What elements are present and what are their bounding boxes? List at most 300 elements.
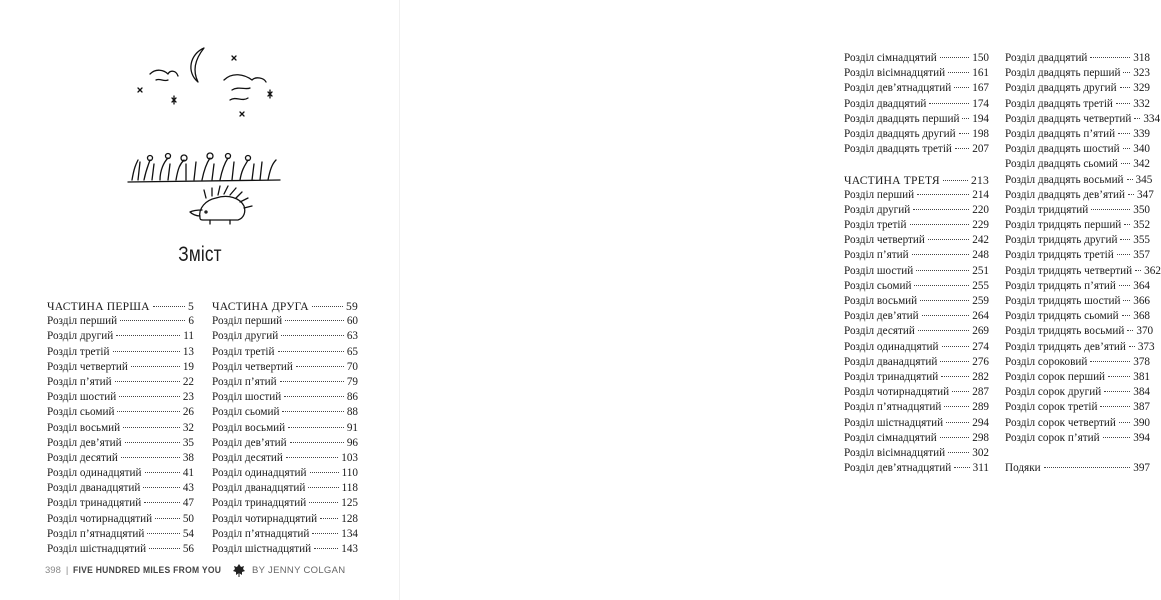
toc-entry bbox=[844, 203, 989, 218]
toc-entry bbox=[212, 314, 358, 329]
toc-entry-page: 345 bbox=[1135, 173, 1153, 186]
toc-entry-label: Розділ тридцять сьомий bbox=[1005, 310, 1119, 323]
toc-entry-label: Розділ дванадцятий bbox=[844, 355, 938, 368]
toc-entry bbox=[212, 375, 358, 390]
toc-entry-page: 229 bbox=[972, 219, 989, 232]
toc-entry-page: 22 bbox=[182, 375, 194, 388]
toc-entry-label: Розділ двадцять третій bbox=[844, 143, 952, 156]
left-page bbox=[0, 0, 400, 600]
toc-entry-page: 26 bbox=[182, 406, 194, 419]
toc-entry-label: Розділ десятий bbox=[212, 451, 283, 464]
toc-entry bbox=[1005, 97, 1150, 112]
toc-entry-page: 287 bbox=[972, 386, 989, 399]
toc-entry-page: 276 bbox=[972, 355, 989, 368]
toc-entry-label: Розділ п’ятий bbox=[212, 375, 277, 388]
toc-entry bbox=[1005, 340, 1155, 355]
book-title: FIVE HUNDRED MILES FROM YOU bbox=[73, 564, 222, 576]
toc-entry-page: 214 bbox=[972, 188, 989, 201]
toc-entry bbox=[1005, 188, 1154, 203]
toc-entry-page: 143 bbox=[341, 543, 358, 555]
toc-leader-dots bbox=[1120, 87, 1131, 88]
toc-entry bbox=[844, 127, 989, 142]
toc-leader-dots bbox=[1124, 224, 1130, 225]
toc-entry-page: 50 bbox=[182, 512, 194, 525]
toc-entry bbox=[844, 97, 989, 112]
toc-entry-label: Розділ двадцять перший bbox=[844, 112, 960, 125]
toc-leader-dots bbox=[120, 320, 185, 321]
toc-entry bbox=[1005, 81, 1150, 96]
toc-entry-page: 373 bbox=[1137, 340, 1155, 353]
toc-entry bbox=[212, 329, 358, 344]
toc-entry-page: 248 bbox=[972, 249, 989, 262]
toc-entry bbox=[1005, 461, 1150, 476]
toc-entry-label: Розділ восьмий bbox=[47, 421, 121, 434]
toc-entry-page: 352 bbox=[1133, 219, 1151, 232]
toc-leader-dots bbox=[286, 457, 338, 458]
toc-entry-label: Розділ сьомий bbox=[47, 406, 115, 419]
toc-entry-page: 342 bbox=[1133, 158, 1150, 171]
toc-entry-page: 366 bbox=[1133, 295, 1150, 307]
toc-entry-label: ЧАСТИНА ПЕРША bbox=[47, 300, 150, 313]
toc-leader-dots bbox=[920, 300, 969, 301]
toc-entry bbox=[212, 466, 358, 481]
toc-leader-dots bbox=[1108, 376, 1130, 377]
toc-entry-label: Розділ двадцять дев’ятий bbox=[1005, 188, 1126, 201]
toc-entry-page: 334 bbox=[1143, 112, 1161, 125]
toc-leader-dots bbox=[288, 427, 344, 428]
toc-entry bbox=[844, 188, 989, 203]
toc-entry-label: Розділ сорок п’ятий bbox=[1005, 431, 1100, 444]
toc-entry-page: 86 bbox=[346, 391, 358, 404]
toc-entry-label: Розділ третій bbox=[212, 345, 275, 358]
toc-leader-dots bbox=[1135, 270, 1141, 271]
toc-entry-label: Розділ третій bbox=[844, 219, 907, 232]
toc-entry bbox=[212, 527, 358, 542]
toc-leader-dots bbox=[1121, 163, 1130, 164]
hedgehog-icon bbox=[200, 196, 245, 220]
toc-entry-page: 11 bbox=[183, 330, 194, 343]
toc-entry bbox=[47, 421, 194, 436]
toc-leader-dots bbox=[918, 330, 969, 331]
toc-leader-dots bbox=[281, 335, 344, 336]
toc-entry-label: Розділ четвертий bbox=[212, 360, 293, 373]
toc-entry-label: Розділ п’ятнадцятий bbox=[47, 527, 145, 540]
toc-leader-dots bbox=[155, 518, 180, 519]
toc-leader-dots bbox=[959, 133, 970, 134]
toc-column-4 bbox=[1005, 51, 1161, 476]
toc-entry bbox=[1005, 112, 1161, 127]
toc-leader-dots bbox=[1090, 57, 1130, 58]
toc-column-1 bbox=[47, 299, 194, 557]
toc-leader-dots bbox=[131, 366, 180, 367]
toc-entry-label: Розділ десятий bbox=[844, 325, 915, 338]
toc-leader-dots bbox=[1129, 346, 1135, 347]
toc-entry bbox=[1005, 248, 1150, 263]
toc-leader-dots bbox=[1123, 148, 1131, 149]
leaf-icon bbox=[232, 563, 246, 577]
toc-entry bbox=[844, 112, 989, 127]
toc-leader-dots bbox=[1127, 179, 1133, 180]
toc-entry-page: 63 bbox=[346, 330, 358, 343]
toc-entry bbox=[1005, 294, 1150, 309]
toc-entry-label: Розділ двадцять третій bbox=[1005, 97, 1113, 110]
toc-entry-label: Розділ двадцять сьомий bbox=[1005, 158, 1118, 171]
toc-entry bbox=[844, 294, 989, 309]
toc-leader-dots bbox=[125, 442, 180, 443]
toc-leader-dots bbox=[1119, 422, 1130, 423]
toc-leader-dots bbox=[1104, 391, 1130, 392]
toc-entry-label: Розділ одинадцятий bbox=[47, 467, 142, 480]
toc-entry-page: 96 bbox=[346, 436, 358, 449]
toc-entry bbox=[844, 431, 989, 446]
footer-separator: | bbox=[65, 564, 69, 576]
toc-entry-page: 368 bbox=[1133, 310, 1150, 323]
toc-entry-label: Розділ другий bbox=[47, 330, 114, 343]
toc-leader-dots bbox=[145, 472, 180, 473]
toc-entry-page: 19 bbox=[182, 360, 194, 373]
toc-entry-label: Розділ десятий bbox=[47, 451, 118, 464]
toc-entry bbox=[1005, 173, 1153, 188]
page-number: 398 bbox=[45, 564, 61, 576]
toc-entry-page: 220 bbox=[972, 203, 989, 216]
toc-part-heading bbox=[212, 299, 358, 314]
toc-entry bbox=[47, 527, 194, 542]
toc-entry-label: Розділ тридцять перший bbox=[1005, 219, 1122, 232]
toc-entry bbox=[844, 81, 989, 96]
toc-leader-dots bbox=[948, 72, 969, 73]
toc-entry-label: Розділ другий bbox=[844, 203, 911, 216]
toc-entry bbox=[844, 324, 989, 339]
right-page bbox=[400, 0, 1161, 600]
toc-entry-label: Розділ сьомий bbox=[844, 279, 912, 292]
toc-leader-dots bbox=[914, 285, 969, 286]
toc-entry bbox=[47, 405, 194, 420]
toc-entry-page: 274 bbox=[972, 340, 989, 353]
toc-leader-dots bbox=[113, 351, 180, 352]
toc-leader-dots bbox=[1128, 194, 1134, 195]
toc-leader-dots bbox=[954, 467, 969, 468]
toc-leader-dots bbox=[922, 315, 970, 316]
toc-leader-dots bbox=[929, 103, 969, 104]
toc-leader-dots bbox=[312, 306, 343, 307]
toc-leader-dots bbox=[116, 335, 180, 336]
toc-entry-label: Розділ сорок другий bbox=[1005, 386, 1102, 399]
toc-entry-label: Розділ перший bbox=[844, 188, 915, 201]
toc-leader-dots bbox=[955, 148, 969, 149]
toc-entry bbox=[1005, 431, 1150, 446]
toc-entry-label: Розділ двадцять другий bbox=[1005, 82, 1117, 95]
toc-entry-label: Розділ двадцятий bbox=[1005, 52, 1088, 64]
toc-entry-label: Розділ тридцять четвертий bbox=[1005, 264, 1133, 277]
toc-entry-page: 370 bbox=[1136, 325, 1154, 338]
toc-entry-page: 38 bbox=[182, 451, 194, 464]
toc-entry-page: 65 bbox=[346, 345, 358, 358]
toc-entry bbox=[47, 390, 194, 405]
toc-entry-label: Розділ дев’ятнадцятий bbox=[844, 462, 952, 475]
toc-entry bbox=[212, 345, 358, 360]
toc-entry-label: Розділ сорок третій bbox=[1005, 401, 1098, 414]
toc-entry bbox=[1005, 233, 1150, 248]
toc-entry-page: 347 bbox=[1137, 188, 1154, 201]
toc-leader-dots bbox=[285, 320, 344, 321]
toc-entry-page: 390 bbox=[1133, 416, 1150, 429]
toc-entry bbox=[1005, 142, 1150, 157]
toc-entry-label: Розділ перший bbox=[47, 315, 118, 328]
toc-entry-page: 397 bbox=[1133, 462, 1150, 475]
toc-entry-page: 167 bbox=[972, 82, 989, 95]
toc-entry bbox=[1005, 127, 1150, 142]
toc-entry bbox=[844, 385, 989, 400]
toc-entry-label: Розділ тридцять п’ятий bbox=[1005, 279, 1116, 292]
toc-entry-page: 282 bbox=[972, 370, 989, 383]
toc-entry-page: 118 bbox=[341, 482, 358, 495]
toc-entry-page: 255 bbox=[972, 279, 989, 292]
toc-entry bbox=[47, 314, 194, 329]
toc-part-heading bbox=[47, 299, 194, 314]
toc-leader-dots bbox=[153, 306, 185, 307]
toc-entry-page: 174 bbox=[972, 97, 989, 110]
toc-entry-page: 41 bbox=[182, 467, 194, 480]
page-title: Зміст bbox=[178, 243, 222, 266]
toc-leader-dots bbox=[1100, 406, 1130, 407]
toc-entry-label: Розділ чотирнадцятий bbox=[47, 512, 153, 525]
toc-entry bbox=[844, 66, 989, 81]
toc-entry bbox=[844, 264, 989, 279]
toc-entry-page: 378 bbox=[1133, 355, 1150, 368]
toc-leader-dots bbox=[312, 533, 338, 534]
toc-entry-page: 213 bbox=[971, 173, 989, 187]
toc-entry-page: 79 bbox=[346, 375, 358, 388]
toc-entry bbox=[212, 421, 358, 436]
toc-entry-label: ЧАСТИНА ДРУГА bbox=[212, 300, 309, 313]
toc-entry bbox=[1005, 324, 1154, 339]
toc-entry-page: 362 bbox=[1144, 264, 1161, 277]
toc-leader-dots bbox=[1123, 72, 1130, 73]
toc-entry-page: 59 bbox=[346, 300, 358, 313]
toc-entry bbox=[47, 451, 194, 466]
toc-leader-dots bbox=[115, 381, 180, 382]
toc-entry bbox=[1005, 416, 1150, 431]
toc-entry-label: Розділ вісімнадцятий bbox=[844, 446, 946, 459]
toc-entry bbox=[47, 329, 194, 344]
toc-entry-page: 56 bbox=[182, 543, 194, 555]
toc-entry bbox=[47, 375, 194, 390]
toc-entry-label: Розділ четвертий bbox=[47, 360, 128, 373]
toc-entry-page: 269 bbox=[972, 325, 989, 338]
toc-entry-label: Розділ восьмий bbox=[844, 295, 918, 307]
page-footer bbox=[45, 563, 345, 577]
toc-entry-label: Розділ дванадцятий bbox=[212, 482, 306, 495]
toc-entry-label: Подяки bbox=[1005, 462, 1041, 475]
toc-entry bbox=[212, 512, 358, 527]
toc-entry bbox=[1005, 370, 1150, 385]
toc-entry-page: 91 bbox=[346, 421, 358, 434]
toc-entry bbox=[844, 248, 989, 263]
toc-spacer bbox=[1005, 446, 1150, 461]
toc-entry-label: Розділ шостий bbox=[47, 391, 117, 404]
toc-entry-label: Розділ дев’ятий bbox=[212, 436, 287, 449]
toc-entry bbox=[47, 481, 194, 496]
toc-entry-page: 381 bbox=[1133, 370, 1150, 383]
toc-entry-label: Розділ тридцять восьмий bbox=[1005, 325, 1125, 338]
toc-entry-page: 128 bbox=[341, 512, 358, 525]
toc-entry-page: 298 bbox=[972, 431, 989, 444]
toc-entry bbox=[212, 451, 358, 466]
toc-leader-dots bbox=[123, 427, 180, 428]
toc-entry bbox=[212, 481, 358, 496]
toc-entry-page: 340 bbox=[1133, 143, 1150, 156]
toc-leader-dots bbox=[1119, 285, 1130, 286]
toc-leader-dots bbox=[119, 396, 180, 397]
toc-leader-dots bbox=[320, 518, 338, 519]
toc-entry-page: 329 bbox=[1133, 82, 1150, 95]
toc-entry-label: Розділ тридцятий bbox=[1005, 203, 1089, 216]
toc-entry-page: 251 bbox=[972, 264, 989, 277]
toc-entry-label: Розділ вісімнадцятий bbox=[844, 67, 946, 80]
toc-leader-dots bbox=[144, 502, 180, 503]
toc-entry-label: Розділ чотирнадцятий bbox=[844, 386, 950, 399]
toc-entry bbox=[47, 512, 194, 527]
toc-leader-dots bbox=[1123, 300, 1130, 301]
toc-leader-dots bbox=[948, 452, 969, 453]
toc-entry bbox=[47, 466, 194, 481]
toc-entry-label: Розділ шістнадцятий bbox=[844, 416, 944, 429]
toc-leader-dots bbox=[942, 346, 970, 347]
toc-leader-dots bbox=[910, 224, 970, 225]
toc-entry-label: Розділ тридцять другий bbox=[1005, 234, 1118, 247]
toc-entry bbox=[47, 436, 194, 451]
toc-entry bbox=[844, 416, 989, 431]
toc-entry-label: Розділ дванадцятий bbox=[47, 482, 141, 495]
hedgehog-night-illustration bbox=[120, 40, 290, 230]
toc-entry-label: Розділ одинадцятий bbox=[212, 467, 307, 480]
toc-entry-page: 302 bbox=[972, 446, 989, 459]
toc-leader-dots bbox=[916, 270, 969, 271]
toc-entry-page: 311 bbox=[972, 462, 989, 475]
toc-leader-dots bbox=[310, 472, 339, 473]
toc-leader-dots bbox=[1118, 133, 1130, 134]
toc-leader-dots bbox=[278, 351, 344, 352]
toc-entry bbox=[844, 400, 989, 415]
toc-entry-label: Розділ восьмий bbox=[212, 421, 286, 434]
toc-leader-dots bbox=[912, 254, 970, 255]
toc-entry-page: 134 bbox=[341, 527, 358, 540]
toc-leader-dots bbox=[952, 391, 969, 392]
toc-entry-label: Розділ сьомий bbox=[212, 406, 280, 419]
toc-leader-dots bbox=[290, 442, 344, 443]
toc-leader-dots bbox=[941, 376, 969, 377]
toc-entry bbox=[212, 542, 358, 557]
toc-entry-label: Розділ тринадцятий bbox=[844, 370, 939, 383]
toc-entry-label: Розділ двадцять п’ятий bbox=[1005, 127, 1116, 140]
toc-leader-dots bbox=[940, 437, 969, 438]
toc-entry-page: 194 bbox=[972, 112, 989, 125]
moon-icon bbox=[191, 48, 204, 82]
toc-entry-page: 332 bbox=[1133, 97, 1150, 110]
toc-leader-dots bbox=[943, 180, 968, 181]
toc-part-heading bbox=[844, 173, 989, 188]
toc-entry-page: 5 bbox=[188, 300, 194, 313]
toc-entry bbox=[1005, 203, 1150, 218]
toc-entry bbox=[844, 340, 989, 355]
toc-entry bbox=[212, 436, 358, 451]
toc-leader-dots bbox=[1117, 254, 1130, 255]
toc-entry-page: 350 bbox=[1133, 203, 1150, 216]
toc-entry-label: ЧАСТИНА ТРЕТЯ bbox=[844, 173, 940, 187]
toc-entry-page: 242 bbox=[972, 234, 989, 247]
toc-entry-page: 60 bbox=[346, 315, 358, 328]
toc-entry bbox=[47, 542, 194, 557]
toc-entry-page: 384 bbox=[1133, 386, 1150, 399]
toc-entry-page: 110 bbox=[341, 467, 358, 480]
toc-leader-dots bbox=[309, 502, 338, 503]
toc-entry bbox=[844, 279, 989, 294]
toc-entry bbox=[844, 233, 989, 248]
toc-entry-page: 364 bbox=[1133, 279, 1150, 292]
toc-entry-page: 161 bbox=[972, 67, 989, 80]
toc-entry bbox=[212, 360, 358, 375]
toc-leader-dots bbox=[954, 87, 969, 88]
toc-entry-page: 54 bbox=[182, 527, 194, 540]
toc-entry-label: Розділ сороковий bbox=[1005, 355, 1088, 368]
toc-leader-dots bbox=[314, 548, 338, 549]
toc-entry-page: 6 bbox=[188, 315, 194, 328]
toc-entry-label: Розділ двадцять другий bbox=[844, 127, 956, 140]
toc-entry-label: Розділ тринадцятий bbox=[212, 497, 307, 510]
toc-entry-label: Розділ шістнадцятий bbox=[47, 543, 147, 555]
toc-entry-page: 207 bbox=[972, 143, 989, 156]
toc-entry-page: 394 bbox=[1133, 431, 1150, 444]
toc-leader-dots bbox=[1103, 437, 1131, 438]
toc-entry-page: 70 bbox=[346, 360, 358, 373]
toc-leader-dots bbox=[1091, 209, 1130, 210]
toc-entry bbox=[1005, 218, 1150, 233]
toc-entry bbox=[212, 390, 358, 405]
toc-entry-label: Розділ двадцятий bbox=[844, 97, 927, 110]
toc-entry-label: Розділ тридцять шостий bbox=[1005, 295, 1121, 307]
toc-entry-label: Розділ п’ятий bbox=[47, 375, 112, 388]
toc-entry-page: 357 bbox=[1133, 249, 1150, 262]
toc-column-3 bbox=[844, 51, 989, 476]
toc-leader-dots bbox=[147, 533, 179, 534]
toc-entry bbox=[1005, 51, 1150, 66]
toc-entry-label: Розділ сімнадцятий bbox=[844, 431, 937, 444]
toc-entry-label: Розділ шістнадцятий bbox=[212, 543, 312, 555]
toc-leader-dots bbox=[280, 381, 344, 382]
toc-leader-dots bbox=[1127, 330, 1133, 331]
toc-entry-label: Розділ двадцять восьмий bbox=[1005, 173, 1124, 186]
toc-entry-page: 289 bbox=[972, 401, 989, 414]
toc-leader-dots bbox=[940, 361, 969, 362]
toc-leader-dots bbox=[917, 194, 969, 195]
toc-leader-dots bbox=[121, 457, 180, 458]
toc-leader-dots bbox=[282, 411, 343, 412]
toc-spacer bbox=[844, 157, 989, 172]
toc-entry-label: Розділ двадцять шостий bbox=[1005, 143, 1120, 156]
toc-entry bbox=[1005, 355, 1150, 370]
toc-entry-page: 264 bbox=[972, 310, 989, 323]
toc-entry bbox=[844, 461, 989, 476]
toc-entry-label: Розділ сорок перший bbox=[1005, 370, 1106, 383]
toc-entry-page: 198 bbox=[972, 127, 989, 140]
toc-entry bbox=[212, 405, 358, 420]
toc-leader-dots bbox=[913, 209, 969, 210]
toc-entry bbox=[212, 496, 358, 511]
toc-entry bbox=[1005, 157, 1150, 172]
toc-entry-label: Розділ п’ятий bbox=[844, 249, 909, 262]
toc-entry-label: Розділ дев’ятий bbox=[844, 310, 919, 323]
toc-entry-label: Розділ п’ятнадцятий bbox=[844, 401, 942, 414]
